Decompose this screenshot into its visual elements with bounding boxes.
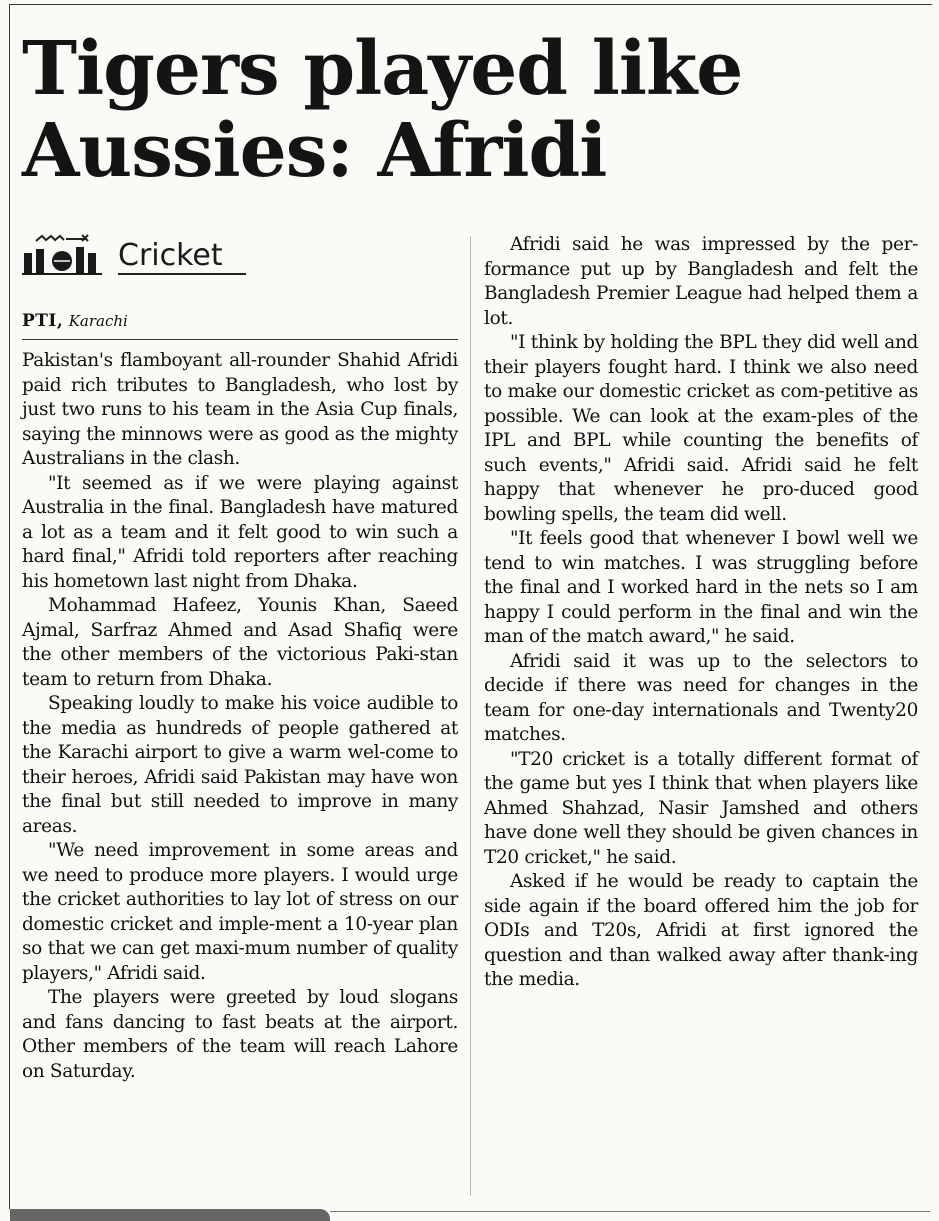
article-paragraph: Mohammad Hafeez, Younis Khan, Saeed Ajmal, Sarfraz Ahmed and Asad Shafiq were the other members of the victorious Paki-stan team to return from Dhaka. [22,595,458,690]
top-rule [10,4,932,5]
byline-rule [22,339,458,340]
article-paragraph: "We need improvement in some areas and we need to produce more players. I would urge the cricket authorities to lay lot of stress on our domestic cricket and imple-ment a 10-year plan so that we can get maxi-mum number of quality players," Afridi said. [22,840,458,984]
article-paragraph: Afridi said he was impressed by the per-formance put up by Bangladesh and felt the Bangladesh Premier League had helped them a lot. [484,234,918,329]
headline [22,28,922,192]
byline [22,310,128,332]
article-paragraph: "I think by holding the BPL they did well and their players fought hard. I think we also need to make our domestic cricket as com-petitive as possible. We can look at the exam-ples of the IPL and BPL while counting the benefits of such events," Afridi said. Afridi said he felt happy that whenever he pro-duced good bowling spells, the team did well. [484,332,918,525]
article-paragraph: Afridi said it was up to the selectors to decide if there was need for changes in the team for one-day internationals and Twenty20 matches. [484,650,918,745]
article-column-1 [22,349,458,1084]
byline-agency: PTI, [22,311,64,331]
section-label: Cricket [118,238,223,273]
article-paragraph: Pakistan's flamboyant all-rounder Shahid Afridi paid rich tributes to Bangladesh, who lost by just two runs to his team in the Asia Cup finals, saying the minnows were as good as the mighty Australians in the clash. [22,350,458,469]
left-rule [9,4,10,1209]
section-tag [22,233,458,275]
headline-line-2: Aussies: Afridi [22,108,607,194]
article-column-2 [484,233,918,993]
article-paragraph: "T20 cricket is a totally different format of the game but yes I think that when players like Ahmed Shahzad, Nasir Jamshed and others have done well they should be given chances in T20 cricket," he said. [484,748,918,868]
column-divider [470,236,471,1196]
article-paragraph: "It feels good that whenever I bowl well we tend to win matches. I was struggling before the final and I worked hard in the nets so I am happy I could perform in the final and win the man of the match award," he said. [484,528,918,647]
bottom-bar [10,1209,330,1221]
section-rule [118,273,246,275]
article-paragraph: "It seemed as if we were playing against Australia in the final. Bangladesh have matured a lot as a team and it felt good to win such a hard final," Afridi told reporters after reaching his hometown last night from Dhaka. [22,472,458,592]
article-paragraph: Asked if he would be ready to captain the side again if the board offered him the job for ODIs and T20s, Afridi at first ignored the question and than walked away after thank-ing the media. [484,871,918,990]
byline-city: Karachi [68,312,128,330]
article-paragraph: The players were greeted by loud slogans and fans dancing to fast beats at the airport. Other members of the team will reach Lahore on Saturday. [22,987,458,1082]
headline-line-1: Tigers played like [22,26,743,112]
article-paragraph: Speaking loudly to make his voice audible to the media as hundreds of people gathered at the Karachi airport to give a warm wel-come to their heroes, Afridi said Pakistan may have won the final but still needed to improve in many areas. [22,693,458,837]
cricket-stumps-icon [22,233,114,275]
bottom-rule [330,1211,930,1212]
